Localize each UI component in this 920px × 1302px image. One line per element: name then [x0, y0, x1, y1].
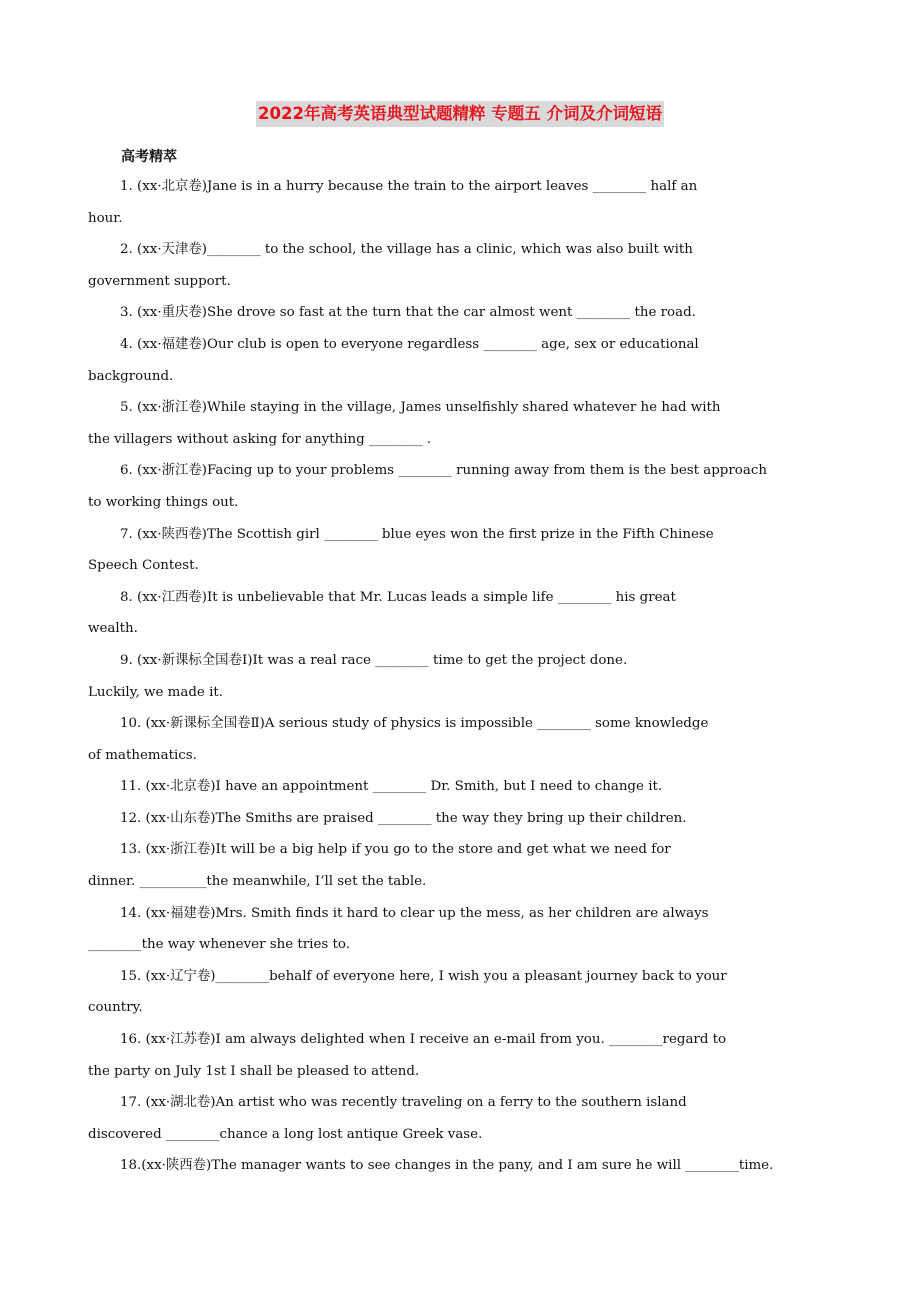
- question-text: 7. (xx·陕西卷)The Scottish girl ________ blue eyes won the first prize in the Fifth Chinese: [120, 526, 714, 542]
- question-item: [88, 645, 898, 708]
- question-text: 6. (xx·浙江卷)Facing up to your problems ________ running away from them is the best approach: [120, 463, 767, 479]
- question-text-continuation: country.: [88, 1000, 143, 1016]
- question-text: 15. (xx·辽宁卷)________behalf of everyone here, I wish you a pleasant journey back to your: [120, 968, 727, 984]
- question-text: 2. (xx·天津卷)________ to the school, the village has a clinic, which was also built with: [120, 242, 693, 258]
- question-item: [88, 455, 898, 518]
- question-text-continuation: Luckily, we made it.: [88, 684, 223, 700]
- question-text: 17. (xx·湖北卷)An artist who was recently traveling on a ferry to the southern island: [120, 1095, 687, 1111]
- question-item: [88, 297, 898, 329]
- question-text-continuation: hour.: [88, 210, 123, 226]
- question-text-continuation: dinner. __________the meanwhile, I’ll set the table.: [88, 874, 427, 890]
- question-text-continuation: background.: [88, 368, 174, 384]
- question-text: 11. (xx·北京卷)I have an appointment ________ Dr. Smith, but I need to change it.: [120, 779, 663, 795]
- question-text-continuation: of mathematics.: [88, 747, 197, 763]
- question-text: 8. (xx·江西卷)It is unbelievable that Mr. Lucas leads a simple life ________ his great: [120, 589, 676, 605]
- question-text-continuation: wealth.: [88, 621, 138, 637]
- question-item: [88, 803, 898, 835]
- section-heading: 高考精萃: [121, 149, 177, 165]
- question-text-continuation: the party on July 1st I shall be pleased to attend.: [88, 1063, 420, 1079]
- question-item: [88, 519, 898, 582]
- question-text: 4. (xx·福建卷)Our club is open to everyone regardless ________ age, sex or educational: [120, 336, 699, 352]
- question-text-continuation: Speech Contest.: [88, 558, 199, 574]
- question-item: [88, 234, 898, 297]
- question-text: 12. (xx·山东卷)The Smiths are praised ________ the way they bring up their children.: [120, 810, 687, 826]
- question-text: 1. (xx·北京卷)Jane is in a hurry because the train to the airport leaves ________ half an: [120, 179, 698, 194]
- question-item: [88, 392, 898, 455]
- question-item: [88, 329, 898, 392]
- question-item: [88, 898, 898, 961]
- question-text: 14. (xx·福建卷)Mrs. Smith finds it hard to clear up the mess, as her children are always: [120, 905, 709, 921]
- question-item: [88, 771, 898, 803]
- question-list: [88, 171, 898, 1182]
- page-title: [0, 101, 920, 127]
- question-text-continuation: ________the way whenever she tries to.: [88, 937, 350, 953]
- question-text: 3. (xx·重庆卷)She drove so fast at the turn that the car almost went ________ the road.: [120, 305, 696, 321]
- question-text-continuation: discovered ________chance a long lost antique Greek vase.: [88, 1126, 483, 1142]
- question-item: [88, 834, 898, 897]
- question-text: 13. (xx·浙江卷)It will be a big help if you go to the store and get what we need for: [120, 842, 671, 858]
- question-text: 18.(xx·陕西卷)The manager wants to see changes in the pany, and I am sure he will ________time.: [120, 1158, 774, 1174]
- question-item: [88, 582, 898, 645]
- question-item: [88, 961, 898, 1024]
- question-text: 5. (xx·浙江卷)While staying in the village, James unselfishly shared whatever he had with: [120, 400, 721, 416]
- question-text-continuation: government support.: [88, 273, 231, 289]
- question-item: [88, 171, 898, 234]
- question-text: 9. (xx·新课标全国卷Ⅰ)It was a real race ________ time to get the project done.: [120, 652, 628, 668]
- question-text: 16. (xx·江苏卷)I am always delighted when I receive an e-mail from you. ________regard to: [120, 1032, 727, 1048]
- page-title-text: 2022年高考英语典型试题精粹 专题五 介词及介词短语: [256, 101, 664, 127]
- question-item: [88, 1150, 898, 1182]
- question-text: 10. (xx·新课标全国卷Ⅱ)A serious study of physics is impossible ________ some knowledge: [120, 716, 709, 732]
- question-item: [88, 1087, 898, 1150]
- question-item: [88, 1024, 898, 1087]
- question-text-continuation: the villagers without asking for anything ________ .: [88, 431, 432, 447]
- question-text-continuation: to working things out.: [88, 494, 239, 510]
- question-item: [88, 708, 898, 771]
